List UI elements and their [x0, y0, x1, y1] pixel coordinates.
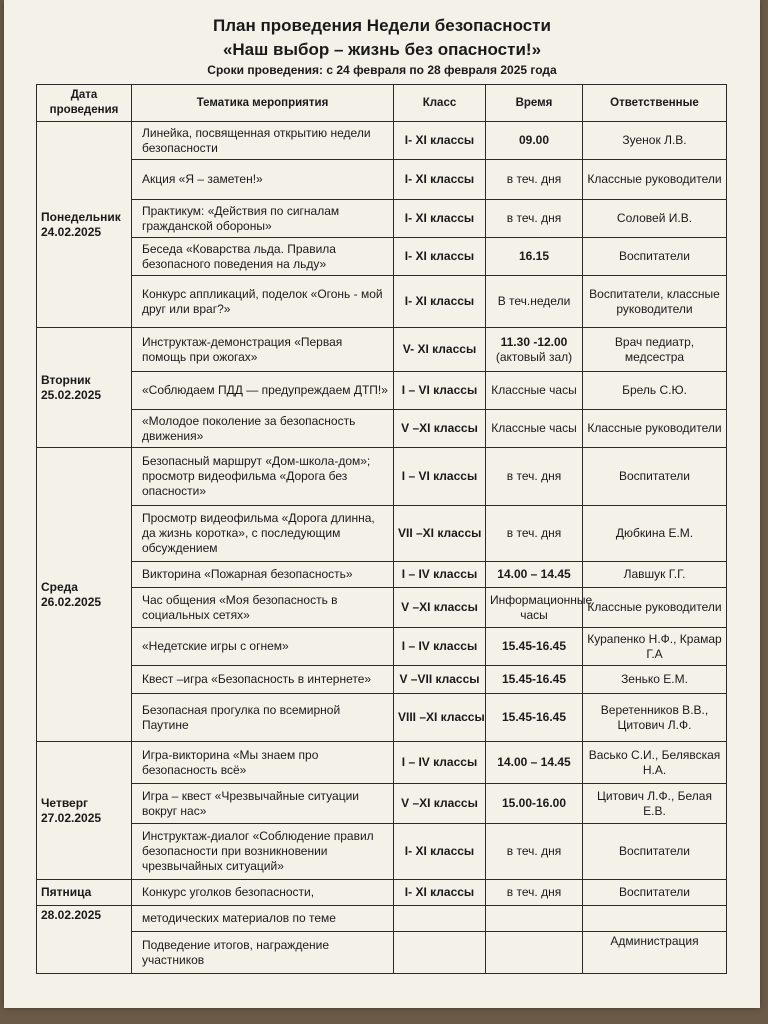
table-row	[37, 562, 727, 588]
time-cell: в теч. дня	[486, 200, 583, 238]
header-class: Класс	[394, 85, 486, 122]
event-cell: Час общения «Моя безопасность в социальных сетях»	[132, 588, 394, 628]
class-cell: V –XI классы	[394, 588, 486, 628]
resp-cell: Классные руководители	[583, 588, 727, 628]
event-cell: «Недетские игры с огнем»	[132, 628, 394, 666]
day-cell-wednesday: Среда 26.02.2025	[37, 448, 132, 742]
event-cell: Беседа «Коварства льда. Правила безопасного поведения на льду»	[132, 238, 394, 276]
time-cell: в теч. дня	[486, 824, 583, 880]
time-cell: 11.30 -12.00 (актовый зал)	[486, 328, 583, 372]
event-cell: Конкурс уголков безопасности,	[132, 880, 394, 906]
table-row	[37, 410, 727, 448]
time-cell: в теч. дня	[486, 506, 583, 562]
event-cell: Игра-викторина «Мы знаем про безопасность всё»	[132, 742, 394, 784]
time-cell: 14.00 – 14.45	[486, 562, 583, 588]
document-subtitle: «Наш выбор – жизнь без опасности!»	[222, 40, 542, 59]
resp-cell: Васько С.И., Белявская Н.А.	[583, 742, 727, 784]
event-cell: «Молодое поколение за безопасность движения»	[132, 410, 394, 448]
resp-cell: Врач педиатр, медсестра	[583, 328, 727, 372]
class-cell: V –XI классы	[394, 410, 486, 448]
class-cell: VII –XI классы	[394, 506, 486, 562]
class-cell: V- XI классы	[394, 328, 486, 372]
event-cell: Викторина «Пожарная безопасность»	[132, 562, 394, 588]
time-cell: 15.00-16.00	[486, 784, 583, 824]
table-row	[37, 694, 727, 742]
table-row	[37, 372, 727, 410]
table-row	[37, 824, 727, 880]
class-cell: I- XI классы	[394, 276, 486, 328]
table-row	[37, 276, 727, 328]
class-cell: I- XI классы	[394, 880, 486, 906]
header-topic: Тематика мероприятия	[132, 85, 394, 122]
resp-cell: Соловей И.В.	[583, 200, 727, 238]
table-row	[37, 932, 727, 974]
header-row	[37, 85, 727, 122]
time-cell: 16.15	[486, 238, 583, 276]
event-cell: «Соблюдаем ПДД — предупреждаем ДТП!»	[132, 372, 394, 410]
event-cell: Безопасная прогулка по всемирной Паутине	[132, 694, 394, 742]
table-row	[37, 506, 727, 562]
class-cell: V –VII классы	[394, 666, 486, 694]
table-row	[37, 880, 727, 906]
resp-cell: Дюбкина Е.М.	[583, 506, 727, 562]
time-cell	[486, 906, 583, 932]
event-cell: Подведение итогов, награждение участников	[132, 932, 394, 974]
time-cell: Классные часы	[486, 372, 583, 410]
day-cell-thursday: Четверг 27.02.2025	[37, 742, 132, 880]
table-row	[37, 666, 727, 694]
event-cell: Инструктаж-диалог «Соблюдение правил безопасности при возникновении чрезвычайных ситуаций»	[132, 824, 394, 880]
time-cell: в теч. дня	[486, 160, 583, 200]
table-row	[37, 328, 727, 372]
dates-line: Сроки проведения: с 24 февраля по 28 февраля 2025 года	[207, 63, 557, 77]
event-cell: Безопасный маршрут «Дом-школа-дом»; просмотр видеофильма «Дорога без опасности»	[132, 448, 394, 506]
class-cell: I- XI классы	[394, 122, 486, 160]
class-cell: I- XI классы	[394, 200, 486, 238]
class-cell: I – IV классы	[394, 742, 486, 784]
resp-cell: Классные руководители	[583, 160, 727, 200]
resp-cell: Администрация	[583, 932, 727, 974]
table-row	[37, 448, 727, 506]
time-cell: 15.45-16.45	[486, 694, 583, 742]
class-cell	[394, 932, 486, 974]
class-cell: V –XI классы	[394, 784, 486, 824]
resp-cell: Лавшук Г.Г.	[583, 562, 727, 588]
day-cell-friday-name: Пятница	[37, 880, 132, 906]
class-cell: VIII –XI классы	[394, 694, 486, 742]
event-cell: Квест –игра «Безопасность в интернете»	[132, 666, 394, 694]
day-cell-tuesday: Вторник 25.02.2025	[37, 328, 132, 448]
time-cell: 09.00	[486, 122, 583, 160]
event-cell: Игра – квест «Чрезвычайные ситуации вокруг нас»	[132, 784, 394, 824]
header-time: Время	[486, 85, 583, 122]
resp-cell: Воспитатели	[583, 448, 727, 506]
time-cell: Информационные часы	[486, 588, 583, 628]
class-cell: I- XI классы	[394, 238, 486, 276]
resp-cell: Зенько Е.М.	[583, 666, 727, 694]
class-cell: I- XI классы	[394, 824, 486, 880]
class-cell	[394, 906, 486, 932]
event-cell: Просмотр видеофильма «Дорога длинна, да жизнь коротка», с последующим обсуждением	[132, 506, 394, 562]
resp-cell: Классные руководители	[583, 410, 727, 448]
time-cell: 14.00 – 14.45	[486, 742, 583, 784]
header-resp: Ответственные	[583, 85, 727, 122]
resp-cell: Веретенников В.В., Цитович Л.Ф.	[583, 694, 727, 742]
resp-cell: Воспитатели	[583, 824, 727, 880]
class-cell: I- XI классы	[394, 160, 486, 200]
day-cell-monday: Понедельник 24.02.2025	[37, 122, 132, 328]
day-cell-friday-date: 28.02.2025	[37, 906, 132, 974]
event-cell: Конкурс аппликаций, поделок «Огонь - мой друг или враг?»	[132, 276, 394, 328]
table-row	[37, 200, 727, 238]
time-cell: в теч. дня	[486, 880, 583, 906]
resp-cell: Зуенок Л.В.	[583, 122, 727, 160]
table-row	[37, 906, 727, 932]
resp-cell: Курапенко Н.Ф., Крамар Г.А	[583, 628, 727, 666]
table-row	[37, 160, 727, 200]
document-title: План проведения Недели безопасности	[213, 16, 551, 35]
time-cell: В теч.недели	[486, 276, 583, 328]
table-row	[37, 238, 727, 276]
class-cell: I – IV классы	[394, 628, 486, 666]
resp-cell: Воспитатели, классные руководители	[583, 276, 727, 328]
header-date: Дата проведения	[37, 85, 132, 122]
event-cell: методических материалов по теме	[132, 906, 394, 932]
time-cell: в теч. дня	[486, 448, 583, 506]
event-cell: Линейка, посвященная открытию недели безопасности	[132, 122, 394, 160]
table-row	[37, 588, 727, 628]
event-cell: Акция «Я – заметен!»	[132, 160, 394, 200]
class-cell: I – IV классы	[394, 562, 486, 588]
table-row	[37, 122, 727, 160]
time-cell	[486, 932, 583, 974]
class-cell: I – VI классы	[394, 372, 486, 410]
schedule-table	[36, 84, 727, 974]
resp-cell: Воспитатели	[583, 238, 727, 276]
resp-cell: Брель С.Ю.	[583, 372, 727, 410]
class-cell: I – VI классы	[394, 448, 486, 506]
table-row	[37, 628, 727, 666]
event-cell: Практикум: «Действия по сигналам гражданской обороны»	[132, 200, 394, 238]
resp-cell	[583, 906, 727, 932]
resp-cell: Цитович Л.Ф., Белая Е.В.	[583, 784, 727, 824]
table-row	[37, 784, 727, 824]
time-cell: 15.45-16.45	[486, 628, 583, 666]
time-cell: 15.45-16.45	[486, 666, 583, 694]
table-row	[37, 742, 727, 784]
resp-cell: Воспитатели	[583, 880, 727, 906]
time-cell: Классные часы	[486, 410, 583, 448]
event-cell: Инструктаж-демонстрация «Первая помощь при ожогах»	[132, 328, 394, 372]
